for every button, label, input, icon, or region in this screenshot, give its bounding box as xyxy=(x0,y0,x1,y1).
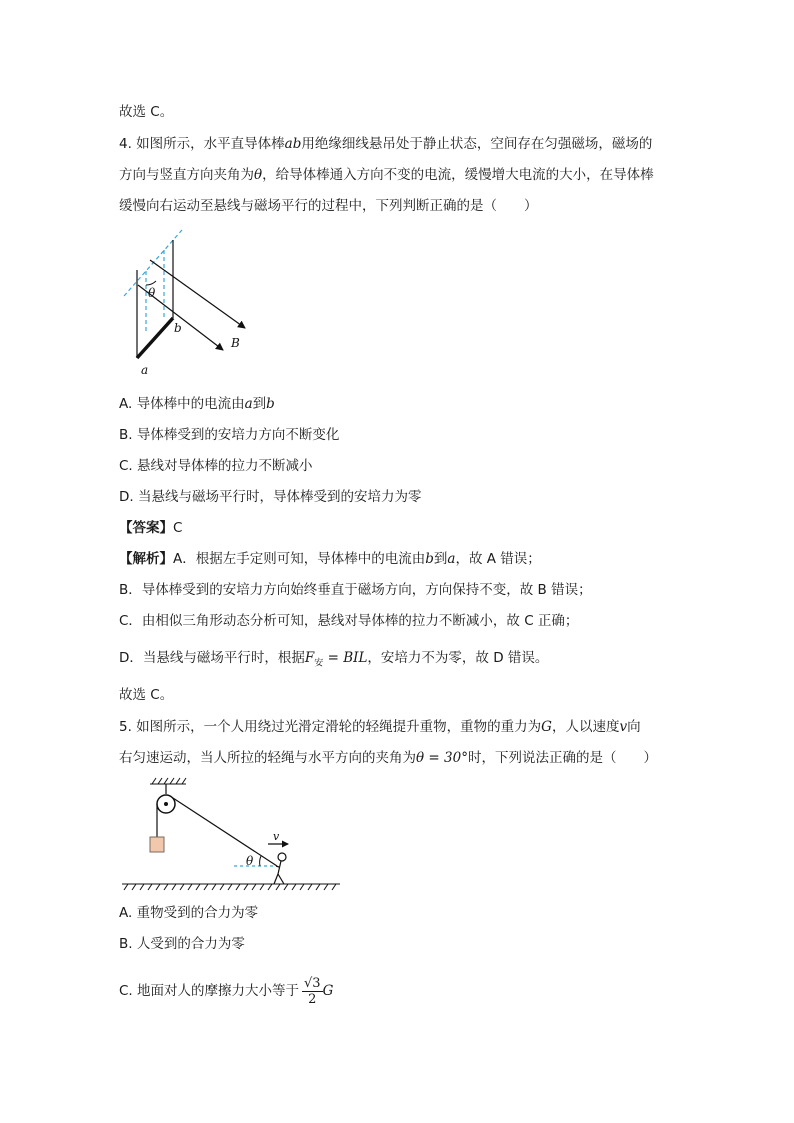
q4-option-a xyxy=(119,394,275,414)
q5-angle-eq: θ = 30° xyxy=(416,750,468,766)
analysis-var: b xyxy=(425,551,434,567)
label-B: B xyxy=(231,336,240,350)
q5-stem-text: 右匀速运动，当人所拉的轻绳与水平方向的夹角为 xyxy=(119,750,416,766)
formula-F: F xyxy=(304,650,315,666)
analysis-label: 【解析】 xyxy=(119,551,173,567)
option-text: C. 地面对人的摩擦力大小等于 xyxy=(119,983,300,999)
q5-option-c xyxy=(119,974,333,1008)
q4-stem-line-2 xyxy=(119,165,654,185)
answer-label: 【答案】 xyxy=(119,520,173,536)
formula-rest: = BIL xyxy=(323,650,368,666)
analysis-text: D．当悬线与磁场平行时，根据 xyxy=(119,650,305,666)
ceiling-hatching xyxy=(150,778,186,784)
option-var-G: G xyxy=(322,983,334,999)
fraction-numerator: √3 xyxy=(304,975,321,991)
answer-value: C xyxy=(173,520,183,536)
analysis-text: A．根据左手定则可知，导体棒中的电流由 xyxy=(173,551,426,567)
q5-option-a: A. 重物受到的合力为零 xyxy=(119,905,259,921)
q4-stem-var-theta: θ xyxy=(254,167,263,183)
option-var: a xyxy=(244,396,253,412)
q4-analysis-a xyxy=(119,549,541,569)
q4-conclusion: 故选 C。 xyxy=(119,687,174,703)
weight-block xyxy=(150,837,164,852)
q4-analysis-b: B．导体棒受到的安培力方向始终垂直于磁场方向，方向保持不变，故 B 错误； xyxy=(119,582,592,598)
q4-stem-text: 4. 如图所示，水平直导体棒 xyxy=(119,136,285,152)
q4-stem-text: 方向与竖直方向夹角为 xyxy=(119,167,254,183)
q4-analysis-d xyxy=(119,648,548,674)
angle-arc xyxy=(260,856,261,866)
analysis-text: ，故 A 错误； xyxy=(455,551,541,567)
q4-figure xyxy=(110,225,270,380)
option-text: 到 xyxy=(252,396,267,412)
person-figure xyxy=(274,853,286,884)
q5-stem-text: 向 xyxy=(627,719,641,735)
q5-figure xyxy=(118,772,344,894)
label-a: a xyxy=(141,363,149,377)
q5-var-G: G xyxy=(541,719,552,735)
label-v: v xyxy=(273,830,280,843)
q5-stem-line-1 xyxy=(119,717,641,737)
q4-option-c: C. 悬线对导体棒的拉力不断减小 xyxy=(119,458,313,474)
label-theta: θ xyxy=(148,286,156,300)
q5-var-v: v xyxy=(619,719,628,735)
pulley-axle xyxy=(164,802,168,806)
option-var: b xyxy=(266,396,275,412)
q4-stem-line-1 xyxy=(119,134,652,154)
fraction xyxy=(302,976,323,1007)
rope-to-person xyxy=(173,798,277,866)
label-theta: θ xyxy=(246,854,254,868)
q5-stem-line-2 xyxy=(119,748,657,768)
q5-stem-text: ，人以速度 xyxy=(551,719,620,735)
q5-stem-text: 5. 如图所示，一个人用绕过光滑定滑轮的轻绳提升重物，重物的重力为 xyxy=(119,719,542,735)
q5-option-b: B. 人受到的合力为零 xyxy=(119,936,245,952)
q4-stem-text: 用绝缘细线悬吊处于静止状态，空间存在匀强磁场，磁场的 xyxy=(301,136,653,152)
analysis-text: 到 xyxy=(433,551,448,567)
analysis-var: a xyxy=(447,551,456,567)
q4-option-d: D. 当悬线与磁场平行时，导体棒受到的安培力为零 xyxy=(119,489,422,505)
q5-stem-text: 时，下列说法正确的是（ ） xyxy=(467,750,657,766)
q4-option-b: B. 导体棒受到的安培力方向不断变化 xyxy=(119,427,340,443)
analysis-text: ，安培力不为零，故 D 错误。 xyxy=(367,650,549,666)
fraction-denominator: 2 xyxy=(308,991,317,1007)
q4-answer xyxy=(119,518,182,538)
q4-stem-text: ，给导体棒通入方向不变的电流，缓慢增大电流的大小，在导体棒 xyxy=(262,167,654,183)
q3-conclusion: 故选 C。 xyxy=(119,104,174,120)
label-b: b xyxy=(174,321,182,335)
q4-stem-line-3: 缓慢向右运动至悬线与磁场平行的过程中，下列判断正确的是（ ） xyxy=(119,198,538,214)
option-text: A. 导体棒中的电流由 xyxy=(119,396,245,412)
formula-subscript: 安 xyxy=(314,658,324,669)
q4-analysis-c: C．由相似三角形动态分析可知，悬线对导体棒的拉力不断减小，故 C 正确； xyxy=(119,613,579,629)
q4-stem-var-ab: ab xyxy=(284,136,302,152)
conductor-rod xyxy=(137,318,173,358)
ground-hatching xyxy=(122,884,340,890)
angle-arc xyxy=(146,281,156,285)
